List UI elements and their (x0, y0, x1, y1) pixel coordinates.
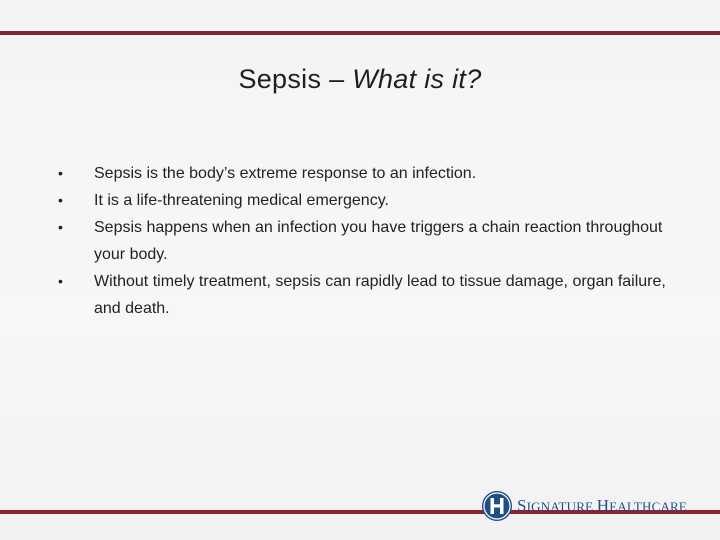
bullet-list (56, 160, 676, 322)
list-item (56, 160, 676, 187)
list-item (56, 187, 676, 214)
list-item (56, 268, 676, 322)
bullet-text: It is a life-threatening medical emergency. (94, 192, 389, 209)
bullet-text: Sepsis is the body’s extreme response to an infection. (94, 165, 477, 182)
slide-title (0, 64, 720, 95)
logo-emblem-icon (482, 491, 512, 521)
title-plain: Sepsis – (238, 64, 353, 94)
bullet-icon: • (58, 165, 63, 181)
logo-wordmark: SIGNATURE HEALTHCARE (517, 496, 688, 515)
signature-healthcare-logo (482, 489, 692, 523)
bullet-text: Without timely treatment, sepsis can rapidly lead to tissue damage, organ failure, and death. (94, 273, 666, 317)
list-item (56, 214, 676, 268)
bullet-icon: • (58, 219, 63, 235)
bullet-text: Sepsis happens when an infection you have triggers a chain reaction throughout your body. (94, 219, 663, 263)
bullet-icon: • (58, 273, 63, 289)
top-divider (0, 31, 720, 35)
title-italic: What is it? (352, 64, 482, 94)
bullet-icon: • (58, 192, 63, 208)
